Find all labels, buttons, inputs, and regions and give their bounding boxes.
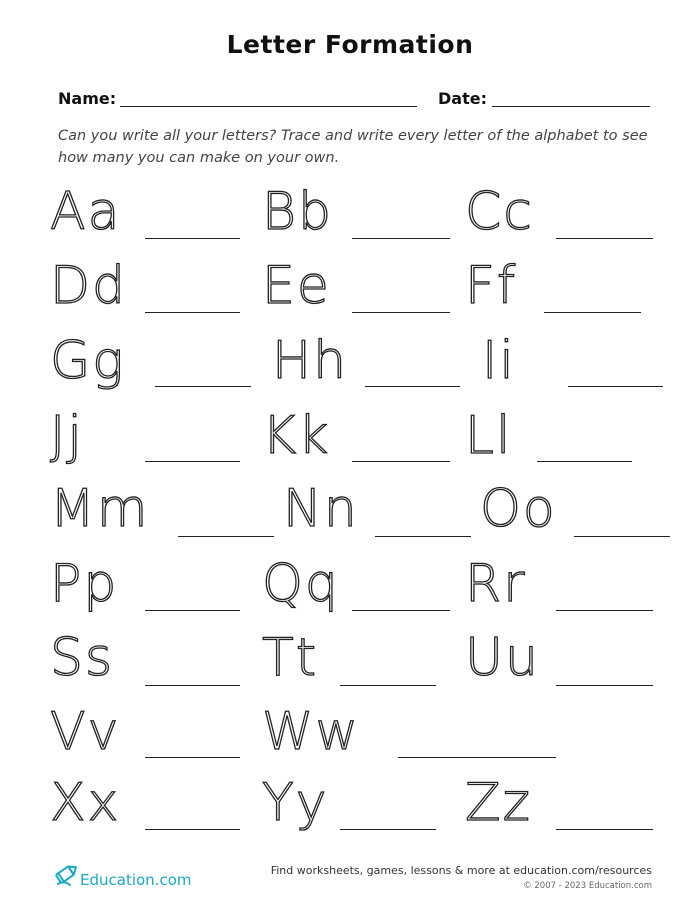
write-line-zz[interactable] bbox=[556, 829, 653, 830]
write-line-ll[interactable] bbox=[537, 461, 632, 462]
write-line-mm[interactable] bbox=[178, 536, 274, 537]
write-line-oo[interactable] bbox=[574, 536, 670, 537]
name-label: Name: bbox=[58, 89, 117, 108]
write-line-ww[interactable] bbox=[398, 757, 556, 758]
letter-pair-ii: Ii bbox=[482, 331, 516, 391]
write-line-bb[interactable] bbox=[352, 238, 450, 239]
write-line-xx[interactable] bbox=[145, 829, 240, 830]
letter-pair-kk: Kk bbox=[262, 406, 331, 466]
letter-pair-gg: Gg bbox=[50, 331, 126, 391]
letter-pair-xx: Xx bbox=[50, 773, 121, 833]
letter-pair-oo: Oo bbox=[480, 479, 557, 539]
letter-pair-pp: Pp bbox=[50, 554, 119, 614]
letter-pair-tt: Tt bbox=[262, 628, 319, 688]
letter-pair-jj: Jj bbox=[50, 406, 84, 466]
date-field-line[interactable] bbox=[492, 106, 650, 107]
logo-text: Education.com bbox=[80, 871, 192, 889]
write-line-vv[interactable] bbox=[145, 757, 240, 758]
write-line-aa[interactable] bbox=[145, 238, 240, 239]
write-line-cc[interactable] bbox=[556, 238, 653, 239]
write-line-ss[interactable] bbox=[145, 685, 240, 686]
letter-pair-ll: Ll bbox=[465, 406, 513, 466]
letter-pair-ff: Ff bbox=[465, 256, 518, 316]
write-line-nn[interactable] bbox=[375, 536, 471, 537]
letter-pair-bb: Bb bbox=[262, 182, 334, 242]
write-line-qq[interactable] bbox=[352, 610, 450, 611]
letter-pair-vv: Vv bbox=[50, 702, 121, 762]
education-logo[interactable] bbox=[50, 858, 210, 892]
letter-pair-hh: Hh bbox=[272, 331, 349, 391]
write-line-yy[interactable] bbox=[340, 829, 436, 830]
letter-pair-rr: Rr bbox=[465, 554, 527, 614]
letter-pair-ss: Ss bbox=[50, 628, 115, 688]
footer-copyright: © 2007 - 2023 Education.com bbox=[523, 881, 652, 891]
letter-pair-uu: Uu bbox=[465, 628, 541, 688]
letter-pair-yy: Yy bbox=[262, 773, 329, 833]
page-title: Letter Formation bbox=[226, 30, 474, 59]
footer-tagline: Find worksheets, games, lessons & more at education.com/resources bbox=[270, 864, 652, 877]
write-line-ee[interactable] bbox=[352, 312, 450, 313]
write-line-dd[interactable] bbox=[145, 312, 240, 313]
write-line-ff[interactable] bbox=[544, 312, 641, 313]
instructions-text: Can you write all your letters? Trace and write every letter of the alphabet to see how many you can make on your own. bbox=[58, 128, 648, 166]
pencil-paper-icon bbox=[50, 858, 82, 890]
letter-pair-ww: Ww bbox=[262, 702, 360, 762]
letter-pair-zz: Zz bbox=[465, 773, 532, 833]
letter-pair-cc: Cc bbox=[465, 182, 534, 242]
write-line-uu[interactable] bbox=[556, 685, 653, 686]
name-field-line[interactable] bbox=[120, 106, 417, 107]
letter-pair-mm: Mm bbox=[50, 479, 150, 539]
write-line-hh[interactable] bbox=[365, 386, 460, 387]
date-label: Date: bbox=[438, 89, 487, 108]
write-line-rr[interactable] bbox=[556, 610, 653, 611]
write-line-jj[interactable] bbox=[145, 461, 240, 462]
letter-pair-ee: Ee bbox=[262, 256, 331, 316]
write-line-tt[interactable] bbox=[340, 685, 436, 686]
write-line-kk[interactable] bbox=[352, 461, 450, 462]
write-line-gg[interactable] bbox=[155, 386, 251, 387]
write-line-ii[interactable] bbox=[568, 386, 663, 387]
letter-pair-nn: Nn bbox=[283, 479, 359, 539]
letter-pair-dd: Dd bbox=[50, 256, 128, 316]
letter-pair-aa: Aa bbox=[50, 182, 122, 242]
write-line-pp[interactable] bbox=[145, 610, 240, 611]
letter-pair-qq: Qq bbox=[262, 554, 340, 614]
